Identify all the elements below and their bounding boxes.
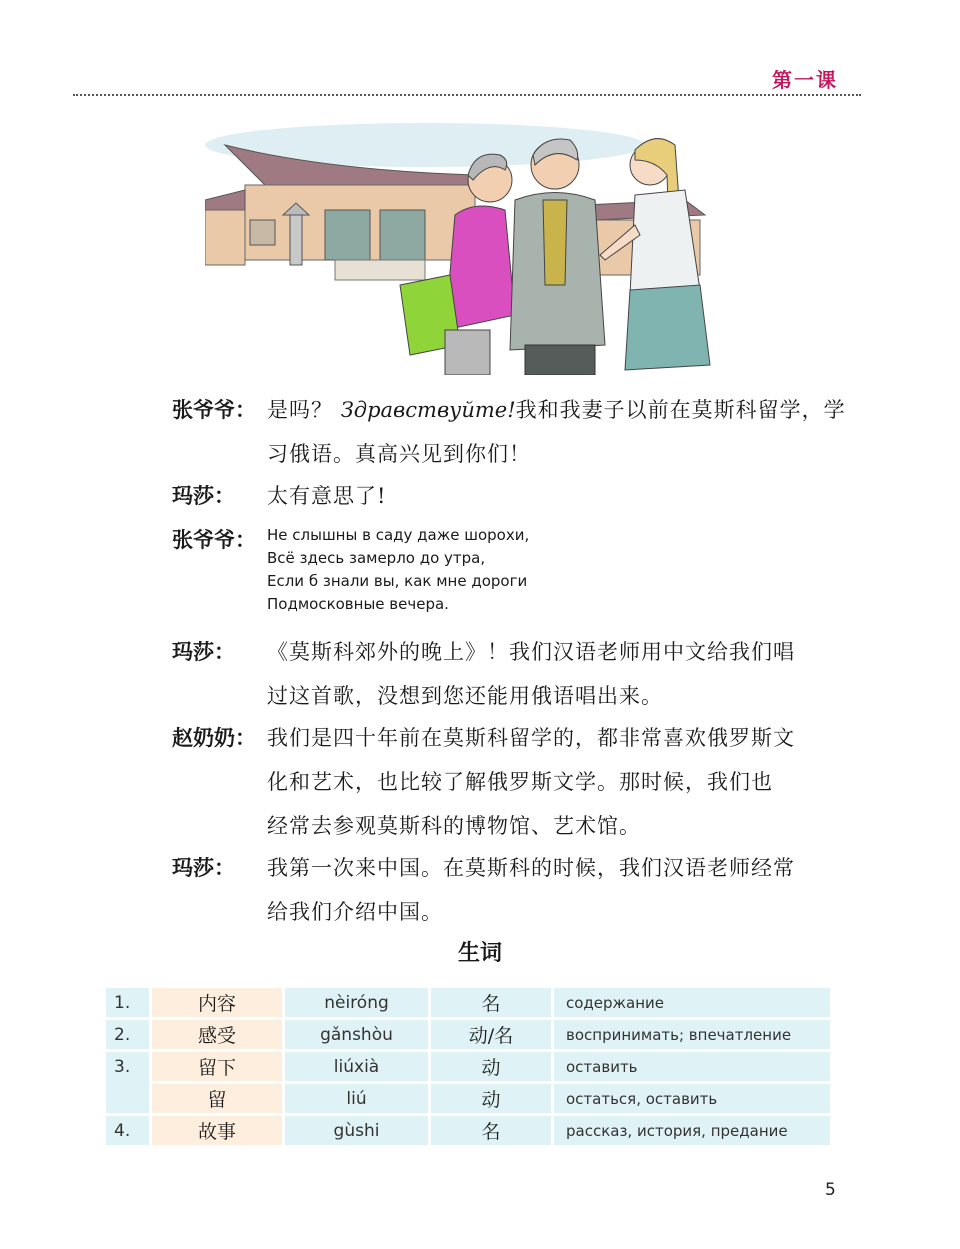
vocab-part-of-speech: 动	[431, 1052, 551, 1081]
speaker-label: 张爷爷：	[172, 527, 256, 552]
poem-line: Если б знали вы, как мне дороги	[267, 572, 528, 590]
speaker-label: 玛莎：	[172, 639, 235, 664]
dialog-line-2	[172, 474, 852, 518]
table-row	[106, 1052, 830, 1081]
vocab-translation: рассказ, история, предание	[554, 1116, 830, 1145]
table-row	[106, 1116, 830, 1145]
poem-line: Подмосковные вечера.	[267, 595, 449, 613]
vocab-part-of-speech: 动/名	[431, 1020, 551, 1049]
vocab-pinyin: liú	[285, 1084, 428, 1113]
speech-text: 是吗？	[267, 398, 333, 422]
vocab-number: 3.	[106, 1052, 149, 1113]
speech-text: 给我们介绍中国。	[267, 900, 443, 924]
russian-greeting: Здравствуйте!	[340, 398, 516, 422]
speech-text: 过这首歌，没想到您还能用俄语唱出来。	[267, 684, 663, 708]
vocab-hanzi: 留下	[152, 1052, 282, 1081]
vocab-pinyin: liúxià	[285, 1052, 428, 1081]
vocab-hanzi: 留	[152, 1084, 282, 1113]
vocab-pinyin: gǎnshòu	[285, 1020, 428, 1049]
vocab-number: 1.	[106, 988, 149, 1017]
speech-text: 化和艺术，也比较了解俄罗斯文学。那时候，我们也	[267, 770, 773, 794]
table-row	[106, 988, 830, 1017]
speaker-label: 玛莎：	[172, 483, 235, 508]
speech-text: 经常去参观莫斯科的博物馆、艺术馆。	[267, 814, 641, 838]
poem-line: Всё здесь замерло до утра,	[267, 549, 486, 567]
vocab-hanzi: 感受	[152, 1020, 282, 1049]
speech-text: 太有意思了!	[267, 484, 387, 508]
vocab-translation: остаться, оставить	[554, 1084, 830, 1113]
dialog-line-3	[172, 518, 852, 616]
lesson-title: 第一课	[772, 68, 838, 92]
speech-text: 习俄语。真高兴见到你们！	[267, 442, 531, 466]
vocab-hanzi: 故事	[152, 1116, 282, 1145]
table-row	[106, 1084, 830, 1113]
vocab-number: 2.	[106, 1020, 149, 1049]
vocab-part-of-speech: 名	[431, 988, 551, 1017]
speaker-label: 赵奶奶：	[172, 725, 256, 750]
vocab-translation: воспринимать; впечатление	[554, 1020, 830, 1049]
vocab-hanzi: 内容	[152, 988, 282, 1017]
speech-text: 《莫斯科郊外的晚上》！我们汉语老师用中文给我们唱	[267, 640, 795, 664]
vocab-part-of-speech: 动	[431, 1084, 551, 1113]
vocab-pinyin: nèiróng	[285, 988, 428, 1017]
speaker-label: 玛莎：	[172, 855, 235, 880]
dialog-line-4	[172, 630, 852, 718]
vocab-pinyin: gùshi	[285, 1116, 428, 1145]
header-dotted-rule	[73, 94, 861, 96]
vocab-number: 4.	[106, 1116, 149, 1145]
speech-text: 我和我妻子以前在莫斯科留学，学	[515, 398, 846, 422]
speech-text: 我第一次来中国。在莫斯科的时候，我们汉语老师经常	[267, 856, 795, 880]
vocabulary-title: 生词	[457, 940, 502, 966]
dialog-illustration	[205, 115, 750, 375]
vocab-translation: содержание	[554, 988, 830, 1017]
dialog-line-6	[172, 846, 852, 934]
table-row	[106, 1020, 830, 1049]
page-number: 5	[825, 1180, 836, 1200]
vocab-part-of-speech: 名	[431, 1116, 551, 1145]
dialog-line-1	[172, 388, 852, 476]
speech-text: 我们是四十年前在莫斯科留学的，都非常喜欢俄罗斯文	[267, 726, 795, 750]
vocab-translation: оставить	[554, 1052, 830, 1081]
dialog-line-5	[172, 716, 852, 848]
vocabulary-table	[103, 985, 833, 1148]
speaker-label: 张爷爷：	[172, 397, 256, 422]
poem-line: Не слышны в саду даже шорохи,	[267, 526, 530, 544]
